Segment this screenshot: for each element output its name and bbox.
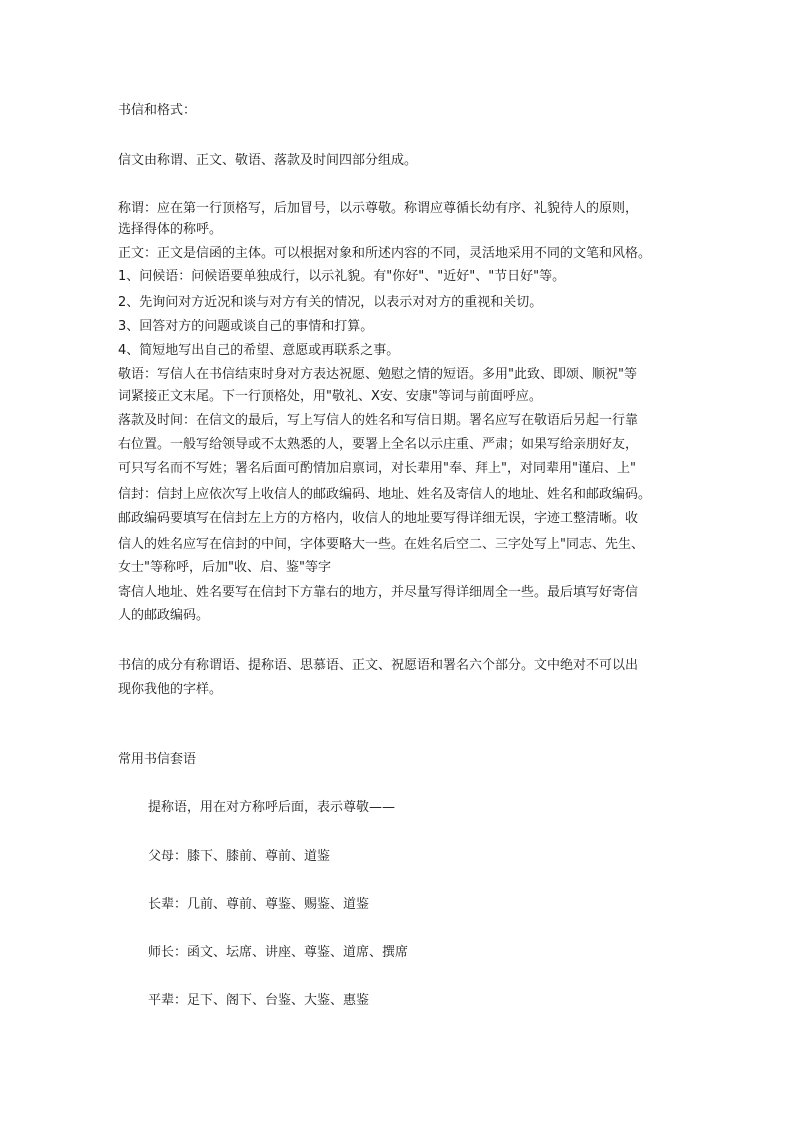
- body-line: 可只写名而不写姓；署名后面可酌情加启禀词，对长辈用"奉、拜上"，对同辈用"谨启、上": [118, 461, 636, 476]
- body-line: 人的邮政编码。: [118, 608, 210, 623]
- body-line: 信人的姓名应写在信封的中间，字体要略大一些。在姓名后空二、三字处写上"同志、先生、: [118, 537, 644, 552]
- summary-line: 书信的成分有称谓语、提称语、思慕语、正文、祝愿语和署名六个部分。文中绝对不可以出: [118, 658, 639, 673]
- body-line: 正文：正文是信函的主体。可以根据对象和所述内容的不同，灵活地采用不同的文笔和风格。: [118, 246, 652, 261]
- body-line: 选择得体的称呼。: [118, 222, 223, 237]
- body-line: 称谓：应在第一行顶格写，后加冒号，以示尊敬。称谓应尊循长幼有序、礼貌待人的原则，: [118, 201, 639, 216]
- subsection-intro: 提称语，用在对方称呼后面，表示尊敬——: [148, 800, 396, 815]
- section-title: 常用书信套语: [118, 752, 197, 767]
- body-line: 邮政编码要填写在信封左上方的方格内，收信人的地址要写得详细无误，字迹工整清晰。收: [118, 511, 639, 526]
- body-line: 3、回答对方的问题或谈自己的事情和打算。: [118, 319, 374, 334]
- term-line: 师长：函文、坛席、讲座、尊鉴、道席、撰席: [148, 945, 409, 960]
- term-line: 父母：膝下、膝前、尊前、道鉴: [148, 849, 331, 864]
- body-line: 1、问候语：问候语要单独成行，以示礼貌。有"你好"、"近好"、"节日好"等。: [118, 269, 566, 284]
- body-line: 敬语：写信人在书信结束时身对方表达祝愿、勉慰之情的短语。多用"此致、即颂、顺祝"等: [118, 367, 637, 382]
- document-heading: 书信和格式：: [118, 103, 197, 118]
- body-line: 4、简短地写出自己的希望、意愿或再联系之事。: [118, 343, 400, 358]
- body-line: 信封：信封上应依次写上收信人的邮政编码、地址、姓名及寄信人的地址、姓名和邮政编码。: [118, 487, 652, 502]
- summary-line: 现你我他的字样。: [118, 682, 223, 697]
- body-line: 词紧接正文末尾。下一行顶格处，用"敬礼、X安、安康"等词与前面呼应。: [118, 389, 542, 404]
- body-line: 右位置。一般写给领导或不太熟悉的人，要署上全名以示庄重、严肃；如果写给亲朋好友，: [118, 437, 639, 452]
- body-line: 2、先询问对方近况和谈与对方有关的情况，以表示对对方的重视和关切。: [118, 295, 543, 310]
- intro-paragraph: 信文由称谓、正文、敬语、落款及时间四部分组成。: [118, 153, 418, 168]
- term-line: 平辈：足下、阁下、台鉴、大鉴、惠鉴: [148, 993, 370, 1008]
- body-line: 寄信人地址、姓名要写在信封下方靠右的地方，并尽量写得详细周全一些。最后填写好寄信: [118, 585, 639, 600]
- body-line: 女士"等称呼，后加"收、启、鉴"等字: [118, 560, 331, 575]
- body-line: 落款及时间：在信文的最后，写上写信人的姓名和写信日期。署名应写在敬语后另起一行靠: [118, 413, 639, 428]
- term-line: 长辈：几前、尊前、尊鉴、赐鉴、道鉴: [148, 897, 370, 912]
